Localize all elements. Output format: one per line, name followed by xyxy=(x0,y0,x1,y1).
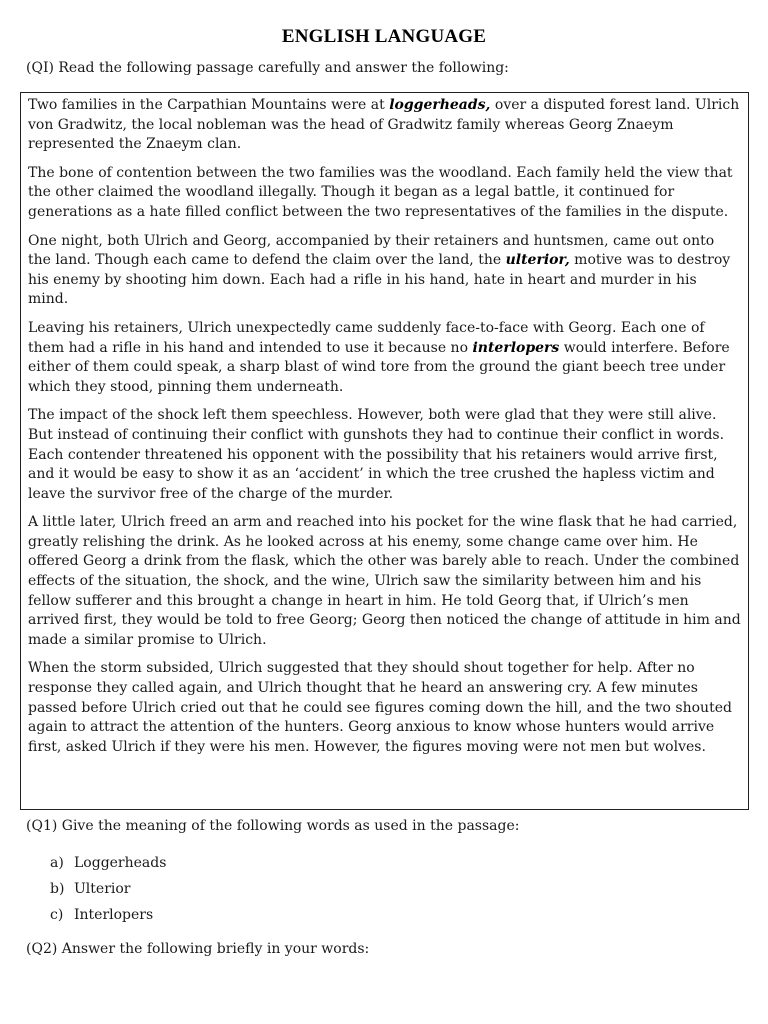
question-1: (Q1) Give the meaning of the following words as used in the passage: xyxy=(26,818,520,834)
option-text: Loggerheads xyxy=(74,855,167,871)
highlighted-word-ulterior: ulterior, xyxy=(505,252,570,269)
passage-paragraph-1 xyxy=(28,96,741,155)
passage-paragraph-2: The bone of contention between the two families was the woodland. Each family held the view that the other claimed the woodland illegally. Though it began as a legal battle, it continued for generations as a hate filled conflict between the two representatives of the families in the dispute. xyxy=(28,164,733,220)
paragraph-text: motive was to destroy his enemy by shooting him down. Each had a rifle in his hand, hate in heart and murder in his mind. xyxy=(28,252,731,308)
option-letter: a) xyxy=(50,855,64,871)
option-letter: b) xyxy=(50,881,65,897)
passage-paragraph-7: When the storm subsided, Ulrich suggested that they should shout together for help. After no response they called again, and Ulrich thought that he heard an answering cry. A few minutes passed before Ulrich cried out that he could see figures coming down the hill, and the two shouted again to attract the attention of the hunters. Georg anxious to know whose hunters would arrive first, asked Ulrich if they were his men. However, the figures moving were not men but wolves. xyxy=(28,660,732,755)
passage-paragraph-4 xyxy=(28,319,741,397)
passage-instruction: (QI) Read the following passage carefully and answer the following: xyxy=(26,60,509,76)
paragraph-text: One night, both Ulrich and Georg, accompanied by their retainers and huntsmen, came out onto the land. Though each came to defend the claim over the land, the xyxy=(28,232,715,269)
list-item xyxy=(50,905,166,931)
passage-paragraph-5: The impact of the shock left them speechless. However, both were glad that they were still alive. But instead of continuing their conflict with gunshots they had to continue their conflict in words. Each contender threatened his opponent with the possibility that his retainers would arrive first, and it would be easy to show it as an ‘accident’ in which the tree crushed the hapless victim and leave the survivor free of the charge of the murder. xyxy=(28,407,725,502)
question-2: (Q2) Answer the following briefly in your words: xyxy=(26,941,370,957)
passage-paragraph-6: A little later, Ulrich freed an arm and reached into his pocket for the wine flask that he had carried, greatly relishing the drink. As he looked across at his enemy, some change came over him. He offered Georg a drink from the flask, which the other was barely able to reach. Under the combined effects of the situation, the shock, and the wine, Ulrich saw the similarity between him and his fellow sufferer and this brought a change in heart in him. He told Georg that, if Ulrich’s men arrived first, they would be told to free Georg; Georg then noticed the change of attitude in him and made a similar promise to Ulrich. xyxy=(28,514,741,648)
highlighted-word-loggerheads: loggerheads, xyxy=(389,97,491,113)
option-text: Ulterior xyxy=(74,881,131,897)
option-letter: c) xyxy=(50,907,64,923)
highlighted-word-interlopers: interlopers xyxy=(472,339,560,356)
paragraph-text: over a disputed forest land. Ulrich von Gradwitz, the local nobleman was the head of Gradwitz family whereas Georg Znaeym represented the Znaeym clan. xyxy=(28,97,740,153)
list-item xyxy=(50,879,166,905)
vocabulary-options-list xyxy=(50,853,166,931)
list-item xyxy=(50,853,166,879)
passage-paragraph-3 xyxy=(28,232,741,310)
passage-box xyxy=(20,92,749,810)
paragraph-text: Two families in the Carpathian Mountains were at xyxy=(28,97,390,113)
option-text: Interlopers xyxy=(74,907,154,923)
page-title: ENGLISH LANGUAGE xyxy=(281,26,487,47)
paragraph-text: would interfere. Before either of them could speak, a sharp blast of wind tore from the ground the giant beech tree under which they stood, pinning them underneath. xyxy=(28,339,730,395)
paragraph-text: Leaving his retainers, Ulrich unexpectedly came suddenly face-to-face with Georg. Each one of them had a rifle in his hand and intended to use it because no xyxy=(28,319,705,356)
